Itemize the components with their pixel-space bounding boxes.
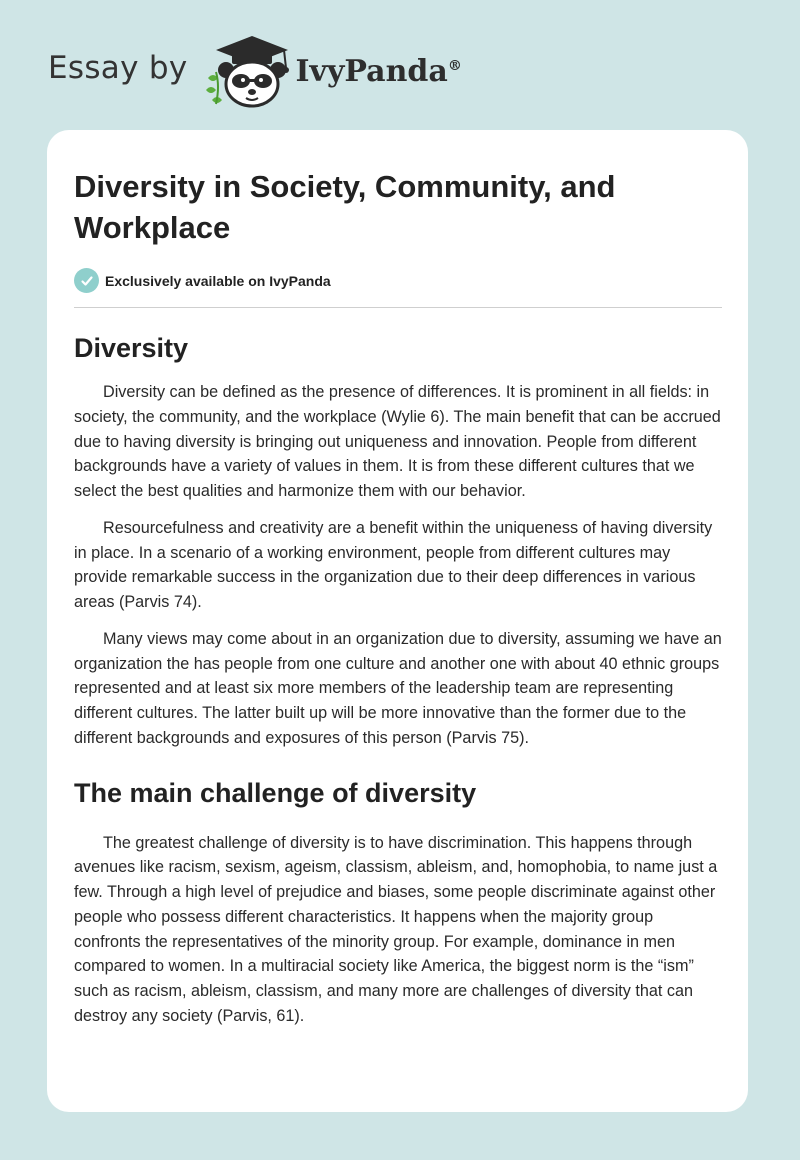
- section-body: [74, 831, 722, 1029]
- brand-name[interactable]: IvyPanda®: [295, 53, 462, 89]
- essay-card: [47, 130, 748, 1112]
- exclusive-badge-label: Exclusively available on IvyPanda: [105, 272, 331, 289]
- trademark-symbol: ®: [447, 57, 462, 74]
- exclusive-badge: [74, 268, 722, 293]
- paragraph: Many views may come about in an organization due to diversity, assuming we have an organization the has people from one culture and another one with about 40 ethnic groups represented and at least six more members of the leadership team are representing different cultures. The latter built up will be more innovative than the former due to the different backgrounds and exposures of this person (Parvis 75).: [74, 629, 722, 747]
- paragraph: The greatest challenge of diversity is to have discrimination. This happens through avenues like racism, sexism, ageism, classism, ableism, and, homophobia, to name just a few. Through a high level of prejudice and biases, some people discriminate against other people who possess different characteristics. It happens when the majority group confronts the representatives of the minority group. For example, dominance in men compared to women. In a multiracial society like America, the biggest norm is the “ism” such as racism, ableism, classism, and many more are challenges of diversity that can destroy any society (Parvis, 61).: [74, 833, 718, 1025]
- paragraph: Resourcefulness and creativity are a benefit within the uniqueness of having diversity in place. In a scenario of a working environment, people from different cultures may provide remarkable success in the organization due to their deep differences in various areas (Parvis 74).: [74, 518, 713, 611]
- essay-by-label: Essay by: [48, 50, 188, 86]
- essay-title: Diversity in Society, Community, and Workplace: [74, 169, 616, 245]
- site-header: [48, 34, 462, 110]
- ivypanda-logo-icon[interactable]: [202, 34, 294, 110]
- checkmark-icon: [74, 268, 99, 293]
- section-heading: The main challenge of diversity: [74, 777, 477, 808]
- divider: [74, 307, 722, 308]
- paragraph: Diversity can be defined as the presence of differences. It is prominent in all fields: in society, the community, and the workplace (Wylie 6). The main benefit that can be accrued due to having diversity is bringing out uniqueness and innovation. People from different backgrounds have a variety of values in them. It is from these different cultures that we select the best qualities and harmonize them with our behavior.: [74, 383, 721, 500]
- section-body: [74, 380, 722, 751]
- section-heading: Diversity: [74, 333, 189, 363]
